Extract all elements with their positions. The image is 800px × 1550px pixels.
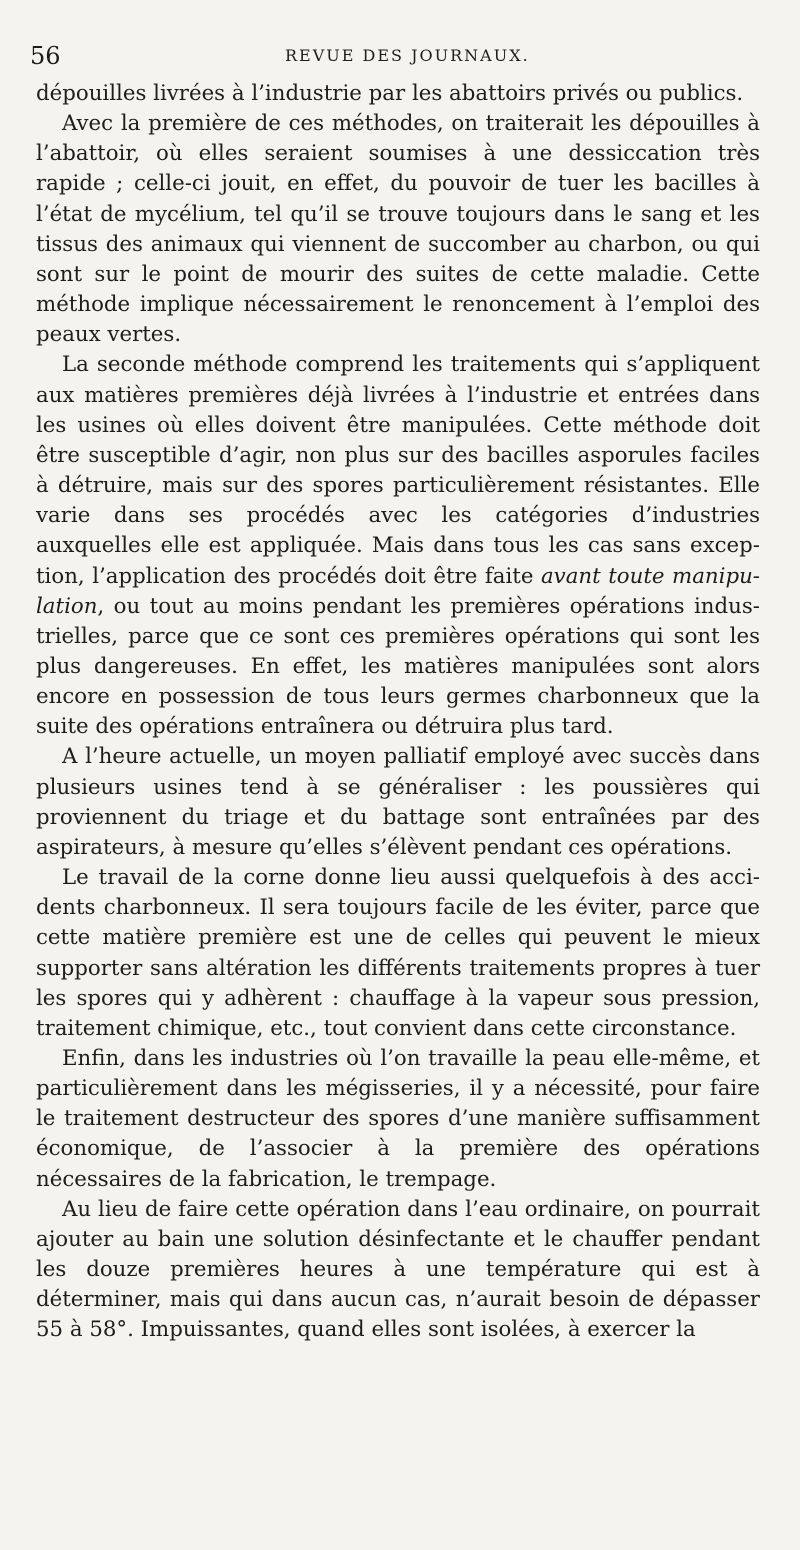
text-span: La seconde méthode comprend les traitements qui s’appliquent aux matières premières déjà livrées à l’industrie et entrées dans les usines où elles doivent être manipulées. Cette méthode doit être susceptible d’agir, non plus sur des bacilles asporules faciles à détruire, mais sur des spores particulièrement résistantes. Elle varie dans ses procédés avec les catégories d’industries auxquelles elle est appliquée. Mais dans tous les cas sans exception, l’application des procédés doit être faite: [36, 352, 760, 589]
paragraph-horn-work: Le travail de la corne donne lieu aussi quelquefois à des accidents charbonneux. Il sera toujours facile de les éviter, parce que cette matière première est une de celles qui peuvent le mieux supporter sans altération les différents traitements propres à tuer les spores qui y adhèrent : chauffage à la vapeur sous pression, traitement chimique, etc., tout convient dans cette circonstance.: [36, 865, 760, 1041]
page-number: 56: [30, 42, 61, 70]
paragraph-palliative: A l’heure actuelle, un moyen palliatif employé avec succès dans plusieurs usines tend à se généraliser : les poussières qui proviennent du triage et du battage sont entraînées par des aspirateurs, à mesure qu’elles s’élèvent pendant ces opérations.: [36, 744, 760, 860]
page-header: [30, 40, 730, 72]
paragraph-first-method: Avec la première de ces méthodes, on traiterait les dépouilles à l’abattoir, où elles seraient soumises à une dessiccation très rapide ; celle-ci jouit, en effet, du pouvoir de tuer les bacilles à l’état de mycélium, tel qu’il se trouve toujours dans le sang et les tissus des animaux qui viennent de succomber au charbon, ou qui sont sur le point de mourir des suites de cette maladie. Cette méthode implique nécessairement le renoncement à l’emploi des peaux vertes.: [36, 111, 760, 348]
paragraph-skin-industries: Enfin, dans les industries où l’on travaille la peau elle-même, et particulièrement dans les mégisseries, il y a nécessité, pour faire le traitement destructeur des spores d’une manière suffisamment économique, de l’associer à la première des opérations nécessaires de la fabrication, le trempage.: [36, 1046, 760, 1192]
paragraph-continuation: dépouilles livrées à l’industrie par les abattoirs privés ou publics.: [36, 81, 744, 106]
body-text: [36, 79, 760, 1346]
text-span: , ou tout au moins pendant les premières opérations industrielles, parce que ce sont ces premières opérations qui sont les plus dangereuses. En effet, les matières manipulées sont alors encore en possession de tous leurs germes charbonneux que la suite des opérations entraînera ou détruira plus tard.: [36, 593, 760, 740]
paragraph-second-method: [36, 350, 760, 742]
emphasis-text: avant toute manipulation: [36, 563, 760, 619]
paragraph-soaking: Au lieu de faire cette opération dans l’eau ordinaire, on pourrait ajouter au bain une solution désinfectante et le chauffer pendant les douze premières heures à une température qui est à déterminer, mais qui dans aucun cas, n’aurait besoin de dépasser 55 à 58°. Impuissantes, quand elles sont isolées, à exercer la: [36, 1196, 760, 1343]
running-title: REVUE DES JOURNAUX.: [285, 46, 530, 65]
